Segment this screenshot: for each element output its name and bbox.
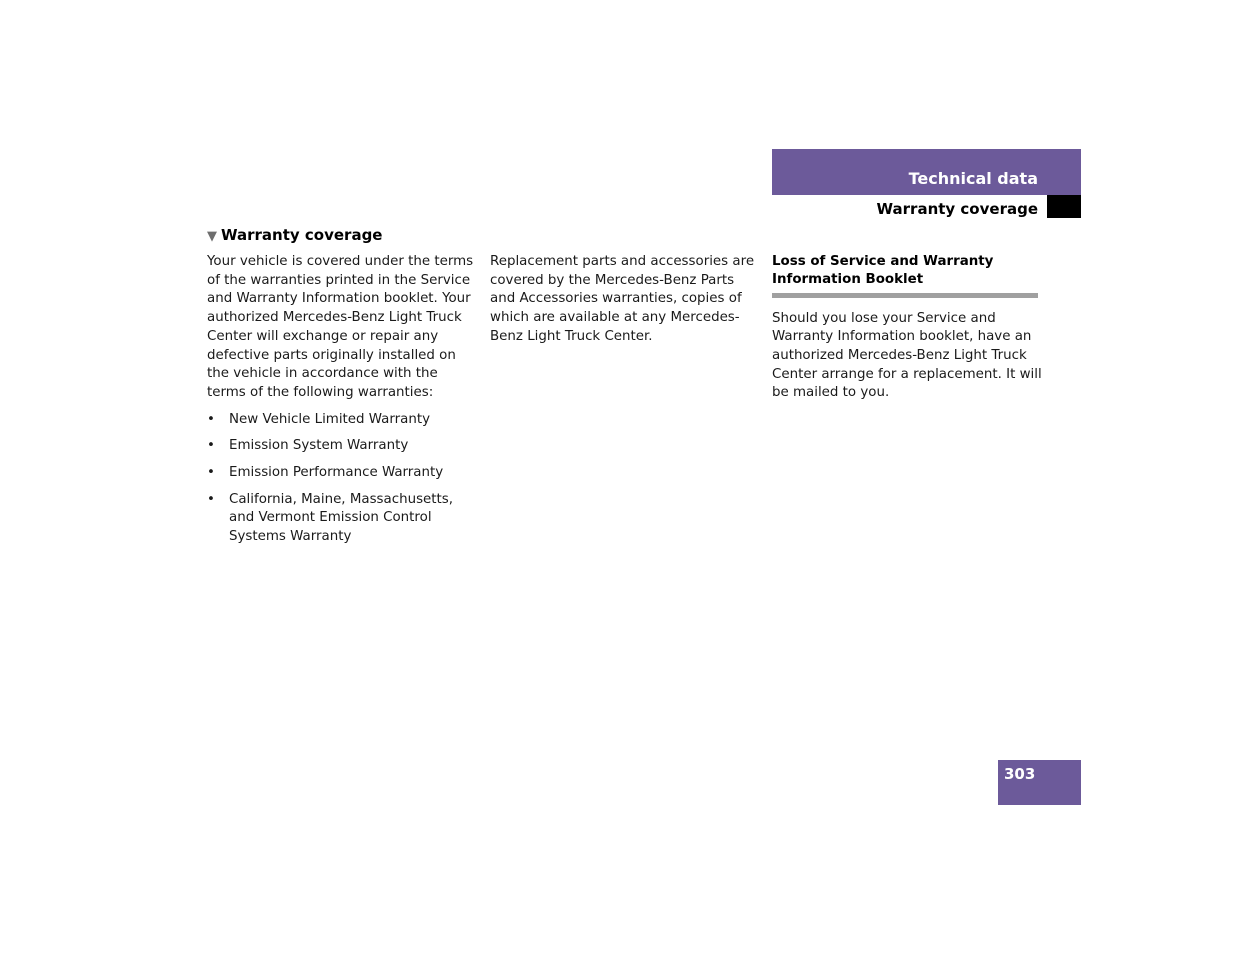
- bullet-icon: •: [207, 465, 215, 481]
- triangle-down-icon: ▼: [207, 229, 217, 244]
- list-item-text: New Vehicle Limited Warranty: [229, 411, 431, 427]
- intro-paragraph: Your vehicle is covered under the terms of the warranties printed in the Service and Warranty Information booklet. Your authorized Mercedes-Benz Light Truck Center will exchange or repair any defective parts originally installed on the vehicle in accordance with the terms of the following warranties:: [207, 254, 474, 400]
- page-number-box: [998, 760, 1081, 805]
- text-column-3: [772, 253, 1042, 403]
- section-title: Warranty coverage: [876, 200, 1038, 218]
- section-heading-text: Warranty coverage: [221, 226, 383, 244]
- page-number: 303: [1004, 765, 1036, 783]
- bullet-icon: •: [207, 411, 215, 427]
- list-item-text: Emission Performance Warranty: [229, 465, 444, 481]
- text-column-2: [490, 253, 755, 347]
- list-item: [207, 464, 479, 483]
- warranty-list: [207, 411, 479, 547]
- bullet-icon: •: [207, 491, 215, 507]
- chapter-header-band: [772, 149, 1081, 195]
- list-item-text: Emission System Warranty: [229, 438, 409, 454]
- section-heading: [207, 226, 382, 244]
- list-item: [207, 491, 479, 547]
- list-item-text: California, Maine, Massachusetts, and Vermont Emission Control Systems Warranty: [229, 491, 454, 545]
- list-item: [207, 411, 479, 430]
- subheading: Loss of Service and Warranty Information Booklet: [772, 253, 1038, 298]
- chapter-marker: [1047, 195, 1081, 218]
- text-column-1: [207, 253, 479, 555]
- list-item: [207, 437, 479, 456]
- parts-paragraph: Replacement parts and accessories are covered by the Mercedes-Benz Parts and Accessories warranties, copies of which are available at any Mercedes-Benz Light Truck Center.: [490, 254, 755, 344]
- bullet-icon: •: [207, 438, 215, 454]
- chapter-title: Technical data: [908, 169, 1038, 188]
- lost-booklet-paragraph: Should you lose your Service and Warranty Information booklet, have an authorized Mercedes-Benz Light Truck Center arrange for a replacement. It will be mailed to you.: [772, 310, 1042, 401]
